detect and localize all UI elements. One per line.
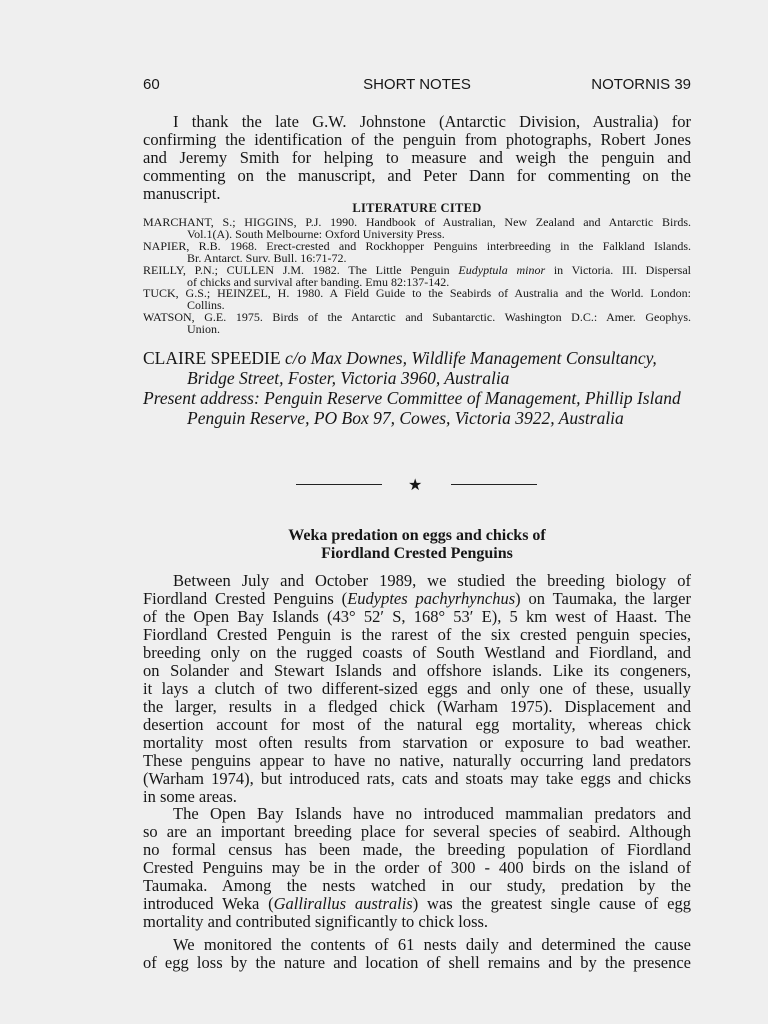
text-line: Between July and October 1989, we studied the breeding biology of — [173, 571, 691, 590]
running-header — [143, 76, 691, 96]
title-line: Weka predation on eggs and chicks of — [288, 527, 546, 544]
text-line: of the Open Bay Islands (43° 52′ S, 168° 53′ E), 5 km west of Haast. The — [143, 607, 691, 626]
reference-line: WATSON, G.E. 1975. Birds of the Antarctic and Subantarctic. Washington D.C.: Amer. Geophys. — [143, 310, 691, 325]
body-paragraph — [143, 805, 691, 931]
reference-line: of chicks and survival after banding. Emu 82:137-142. — [187, 274, 450, 289]
separator-rule — [451, 484, 537, 485]
reference-line: Vol.1(A). South Melbourne: Oxford University Press. — [187, 226, 445, 241]
text-line — [143, 895, 691, 913]
text-line: the larger, results in a fledged chick (Warham 1975). Displacement and — [143, 697, 691, 716]
text-line: These penguins appear to have no native, naturally occurring land predators — [143, 751, 691, 770]
body-paragraph — [143, 936, 691, 972]
text-run: ) on Taumaka, the larger — [515, 589, 692, 608]
text-line: The Open Bay Islands have no introduced mammalian predators and — [173, 804, 691, 823]
reference-text: in Victoria. III. Dispersal — [545, 262, 692, 277]
article-title — [143, 527, 691, 563]
species-name: Eudyptula minor — [458, 262, 546, 277]
reference-line: Br. Antarct. Surv. Bull. 16:71-72. — [187, 250, 347, 265]
text-line: I thank the late G.W. Johnstone (Antarctic Division, Australia) for — [173, 112, 691, 131]
reference-entry — [143, 217, 691, 241]
text-line: of egg loss by the nature and location of shell remains and by the presence — [143, 953, 691, 972]
title-line: Fiordland Crested Penguins — [321, 545, 513, 562]
reference-entry — [143, 262, 692, 289]
reference-line: TUCK, G.S.; HEINZEL, H. 1980. A Field Guide to the Seabirds of Australia and the World. London: — [143, 286, 691, 301]
text-line: desertion account for most of the natural egg mortality, whereas chick — [143, 715, 691, 734]
text-run: introduced Weka ( — [143, 894, 274, 913]
reference-line: NAPIER, R.B. 1968. Erect-crested and Rockhopper Penguins interbreeding in the Falkland Islands. — [143, 238, 691, 253]
author-line — [143, 348, 691, 368]
text-line: We monitored the contents of 61 nests daily and determined the cause — [173, 935, 691, 954]
section-separator — [296, 478, 540, 494]
acknowledgements-paragraph — [143, 113, 691, 203]
text-line: Fiordland Crested Penguin is the rarest of the six crested penguin species, — [143, 625, 691, 644]
author-address — [143, 348, 691, 428]
text-line: Taumaka. Among the nests watched in our study, predation by the — [143, 876, 691, 895]
journal-title: NOTORNIS 39 — [591, 76, 691, 93]
text-line: mortality and contributed significantly to chick loss. — [143, 912, 489, 931]
text-run: Fiordland Crested Penguins ( — [143, 589, 348, 608]
reference-entry — [143, 238, 691, 265]
body-paragraph — [143, 572, 691, 806]
species-name: Gallirallus australis — [273, 894, 413, 913]
text-line: (Warham 1974), but introduced rats, cats and stoats may take eggs and chicks — [143, 769, 691, 788]
text-line: and Jeremy Smith for helping to measure and weigh the penguin and — [143, 148, 691, 167]
author-affiliation: c/o Max Downes, Wildlife Management Consultancy, — [284, 348, 657, 368]
text-line: commenting on the manuscript, and Peter Dann for commenting on the — [143, 166, 691, 185]
text-line: it lays a clutch of two different-sized eggs and only one of these, usually — [143, 679, 691, 698]
star-icon: ★ — [408, 477, 423, 494]
text-line: mortality most often results from starvation or exposure to bad weather. — [143, 733, 691, 752]
reference-line: Union. — [187, 322, 220, 337]
reference-entry — [143, 312, 691, 336]
page-number: 60 — [143, 76, 160, 93]
species-name: Eudyptes pachyrhynchus — [347, 589, 516, 608]
author-line: Bridge Street, Foster, Victoria 3960, Australia — [187, 368, 510, 388]
section-title: SHORT NOTES — [363, 76, 471, 93]
separator-rule — [296, 484, 382, 485]
reference-text: REILLY, P.N.; CULLEN J.M. 1982. The Little Penguin — [143, 262, 459, 277]
text-line: on Solander and Stewart Islands and offshore islands. Like its congeners, — [143, 661, 691, 680]
text-line — [143, 590, 691, 608]
reference-entry — [143, 288, 691, 312]
literature-heading: LITERATURE CITED — [352, 201, 482, 215]
text-line: confirming the identification of the penguin from photographs, Robert Jones — [143, 130, 691, 149]
text-line: Crested Penguins may be in the order of 300 - 400 birds on the island of — [143, 858, 691, 877]
reference-line: MARCHANT, S.; HIGGINS, P.J. 1990. Handbook of Australian, New Zealand and Antarctic Birds. — [143, 215, 691, 229]
reference-list — [143, 217, 691, 336]
text-line: in some areas. — [143, 787, 237, 806]
text-line: so are an important breeding place for several species of seabird. Although — [143, 822, 691, 841]
author-line: Penguin Reserve, PO Box 97, Cowes, Victoria 3922, Australia — [187, 408, 624, 428]
text-line: manuscript. — [143, 184, 221, 203]
reference-line: Collins. — [187, 298, 225, 313]
text-run: ) was the greatest single cause of egg — [412, 894, 691, 913]
text-line: breeding only on the rugged coasts of South Westland and Fiordland, and — [143, 643, 691, 662]
author-name: CLAIRE SPEEDIE — [143, 348, 281, 368]
text-line: no formal census has been made, the breeding population of Fiordland — [143, 840, 691, 859]
author-line: Present address: Penguin Reserve Committee of Management, Phillip Island — [143, 388, 681, 408]
